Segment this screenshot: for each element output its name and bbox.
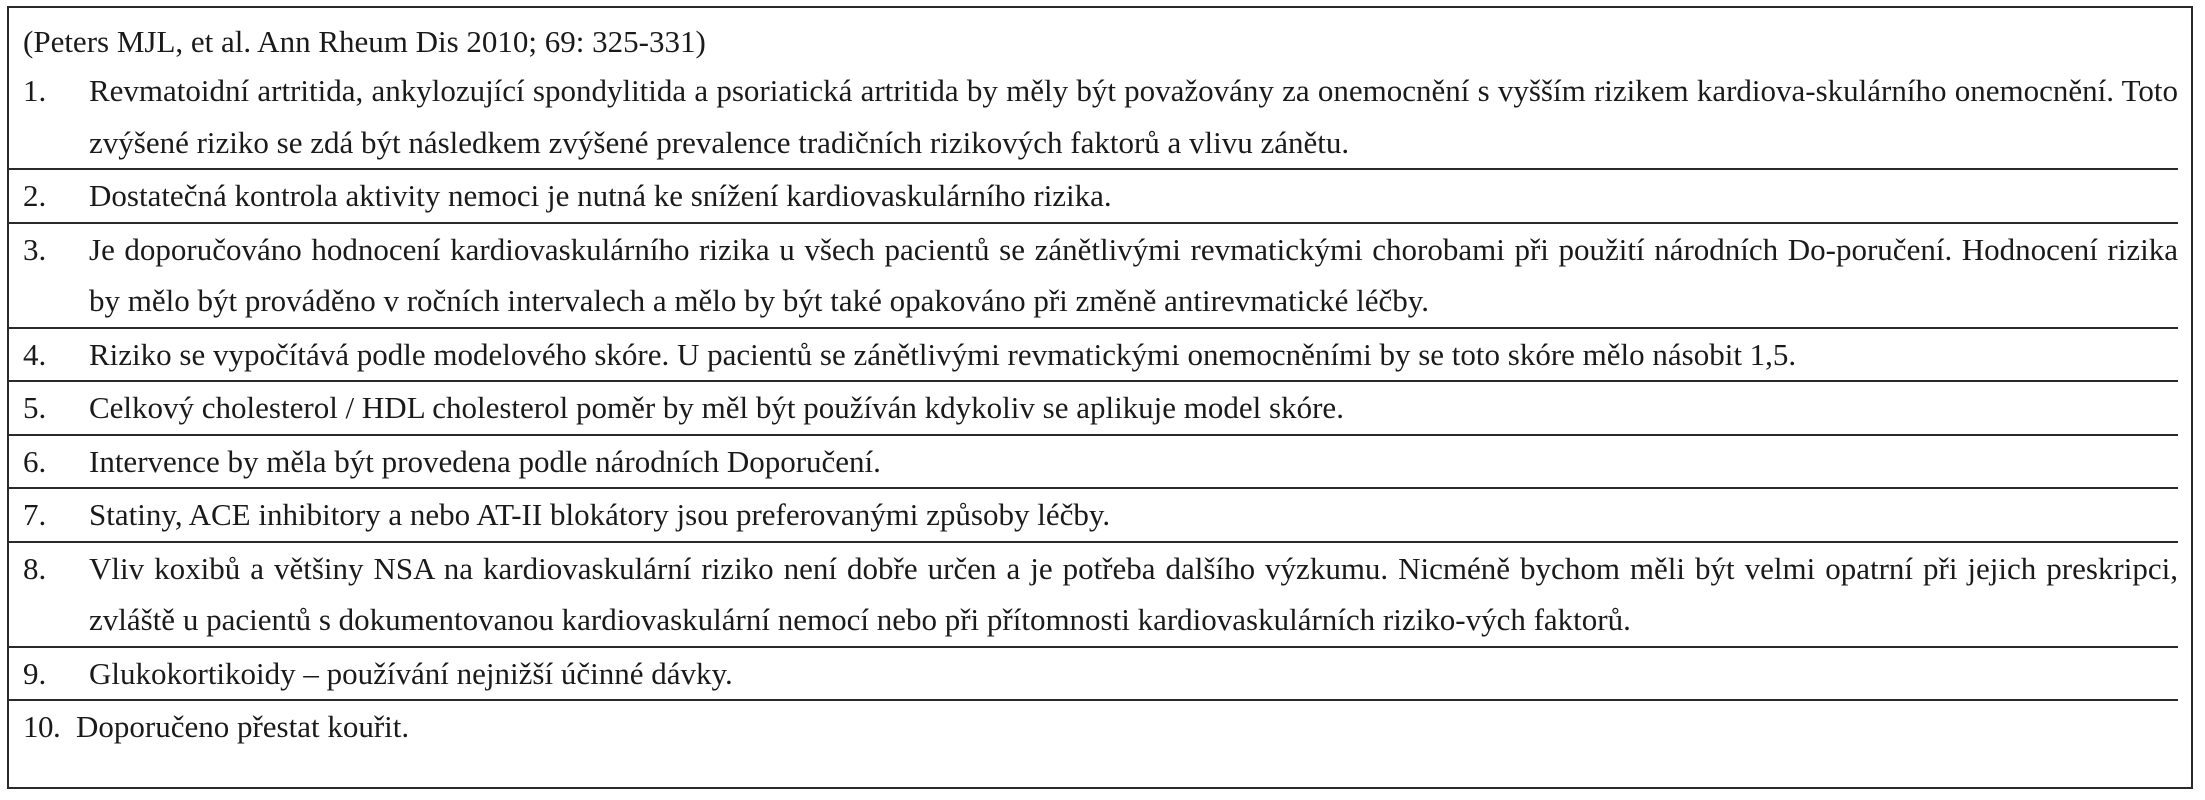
list-item [9, 699, 2178, 753]
recommendations-box [7, 6, 2193, 789]
item-text: Intervence by měla být provedena podle národních Doporučení. [89, 443, 881, 479]
item-number: 8. [23, 550, 47, 586]
list-item [9, 487, 2178, 541]
item-number: 1. [23, 73, 47, 108]
item-text: Doporučeno přestat kouřit. [76, 709, 410, 744]
item-text: Revmatoidní artritida, ankylozující spondylitida a psoriatická artritida by měly být považovány za onemocnění s vyšším rizikem kardiova-skulárního onemocnění. Toto zvýšené riziko se zdá být následkem zvýšené prevalence tradičních rizikových faktorů a vlivu zánětu. [89, 73, 2178, 160]
list-item [9, 646, 2178, 700]
list-item [9, 168, 2178, 222]
item-number: 2. [23, 178, 47, 213]
item-number: 6. [23, 443, 47, 479]
item-number: 10. [23, 709, 61, 744]
list-item [23, 65, 2178, 168]
list-item [9, 541, 2178, 646]
list-item [9, 222, 2178, 327]
item-text: Statiny, ACE inhibitory a nebo AT-II blokátory jsou preferovanými způsoby léčby. [89, 497, 1111, 532]
item-number: 3. [23, 231, 47, 267]
list-item [9, 327, 2178, 381]
item-text: Je doporučováno hodnocení kardiovaskulárního rizika u všech pacientů se zánětlivými revmatickými chorobami při použití národních Do-poručení. Hodnocení rizika by mělo být prováděno v ročních intervalech a mělo by být také opakováno při změně antirevmatické léčby. [89, 231, 2178, 318]
citation: (Peters MJL, et al. Ann Rheum Dis 2010; 69: 325-331) [23, 24, 706, 59]
item-number: 7. [23, 497, 47, 532]
recommendations-list [23, 65, 2178, 753]
item-number: 4. [23, 336, 47, 372]
list-item [9, 434, 2178, 488]
item-text: Riziko se vypočítává podle modelového skóre. U pacientů se zánětlivými revmatickými onemocněními by se toto skóre mělo násobit 1,5. [89, 336, 1797, 372]
item-text: Vliv koxibů a většiny NSA na kardiovaskulární riziko není dobře určen a je potřeba dalšího výzkumu. Nicméně bychom měli být velmi opatrní při jejich preskripci, zvláště u pacientů s dokumentovanou kardiovaskulární nemocí nebo při přítomnosti kardiovaskulárních riziko-vých faktorů. [89, 550, 2178, 637]
item-number: 9. [23, 655, 47, 691]
item-text: Celkový cholesterol / HDL cholesterol poměr by měl být používán kdykoliv se aplikuje model skóre. [89, 390, 1344, 425]
item-text: Glukokortikoidy – používání nejnižší účinné dávky. [89, 655, 733, 691]
item-number: 5. [23, 390, 47, 425]
item-text: Dostatečná kontrola aktivity nemoci je nutná ke snížení kardiovaskulárního rizika. [89, 178, 1112, 213]
list-item [9, 380, 2178, 434]
